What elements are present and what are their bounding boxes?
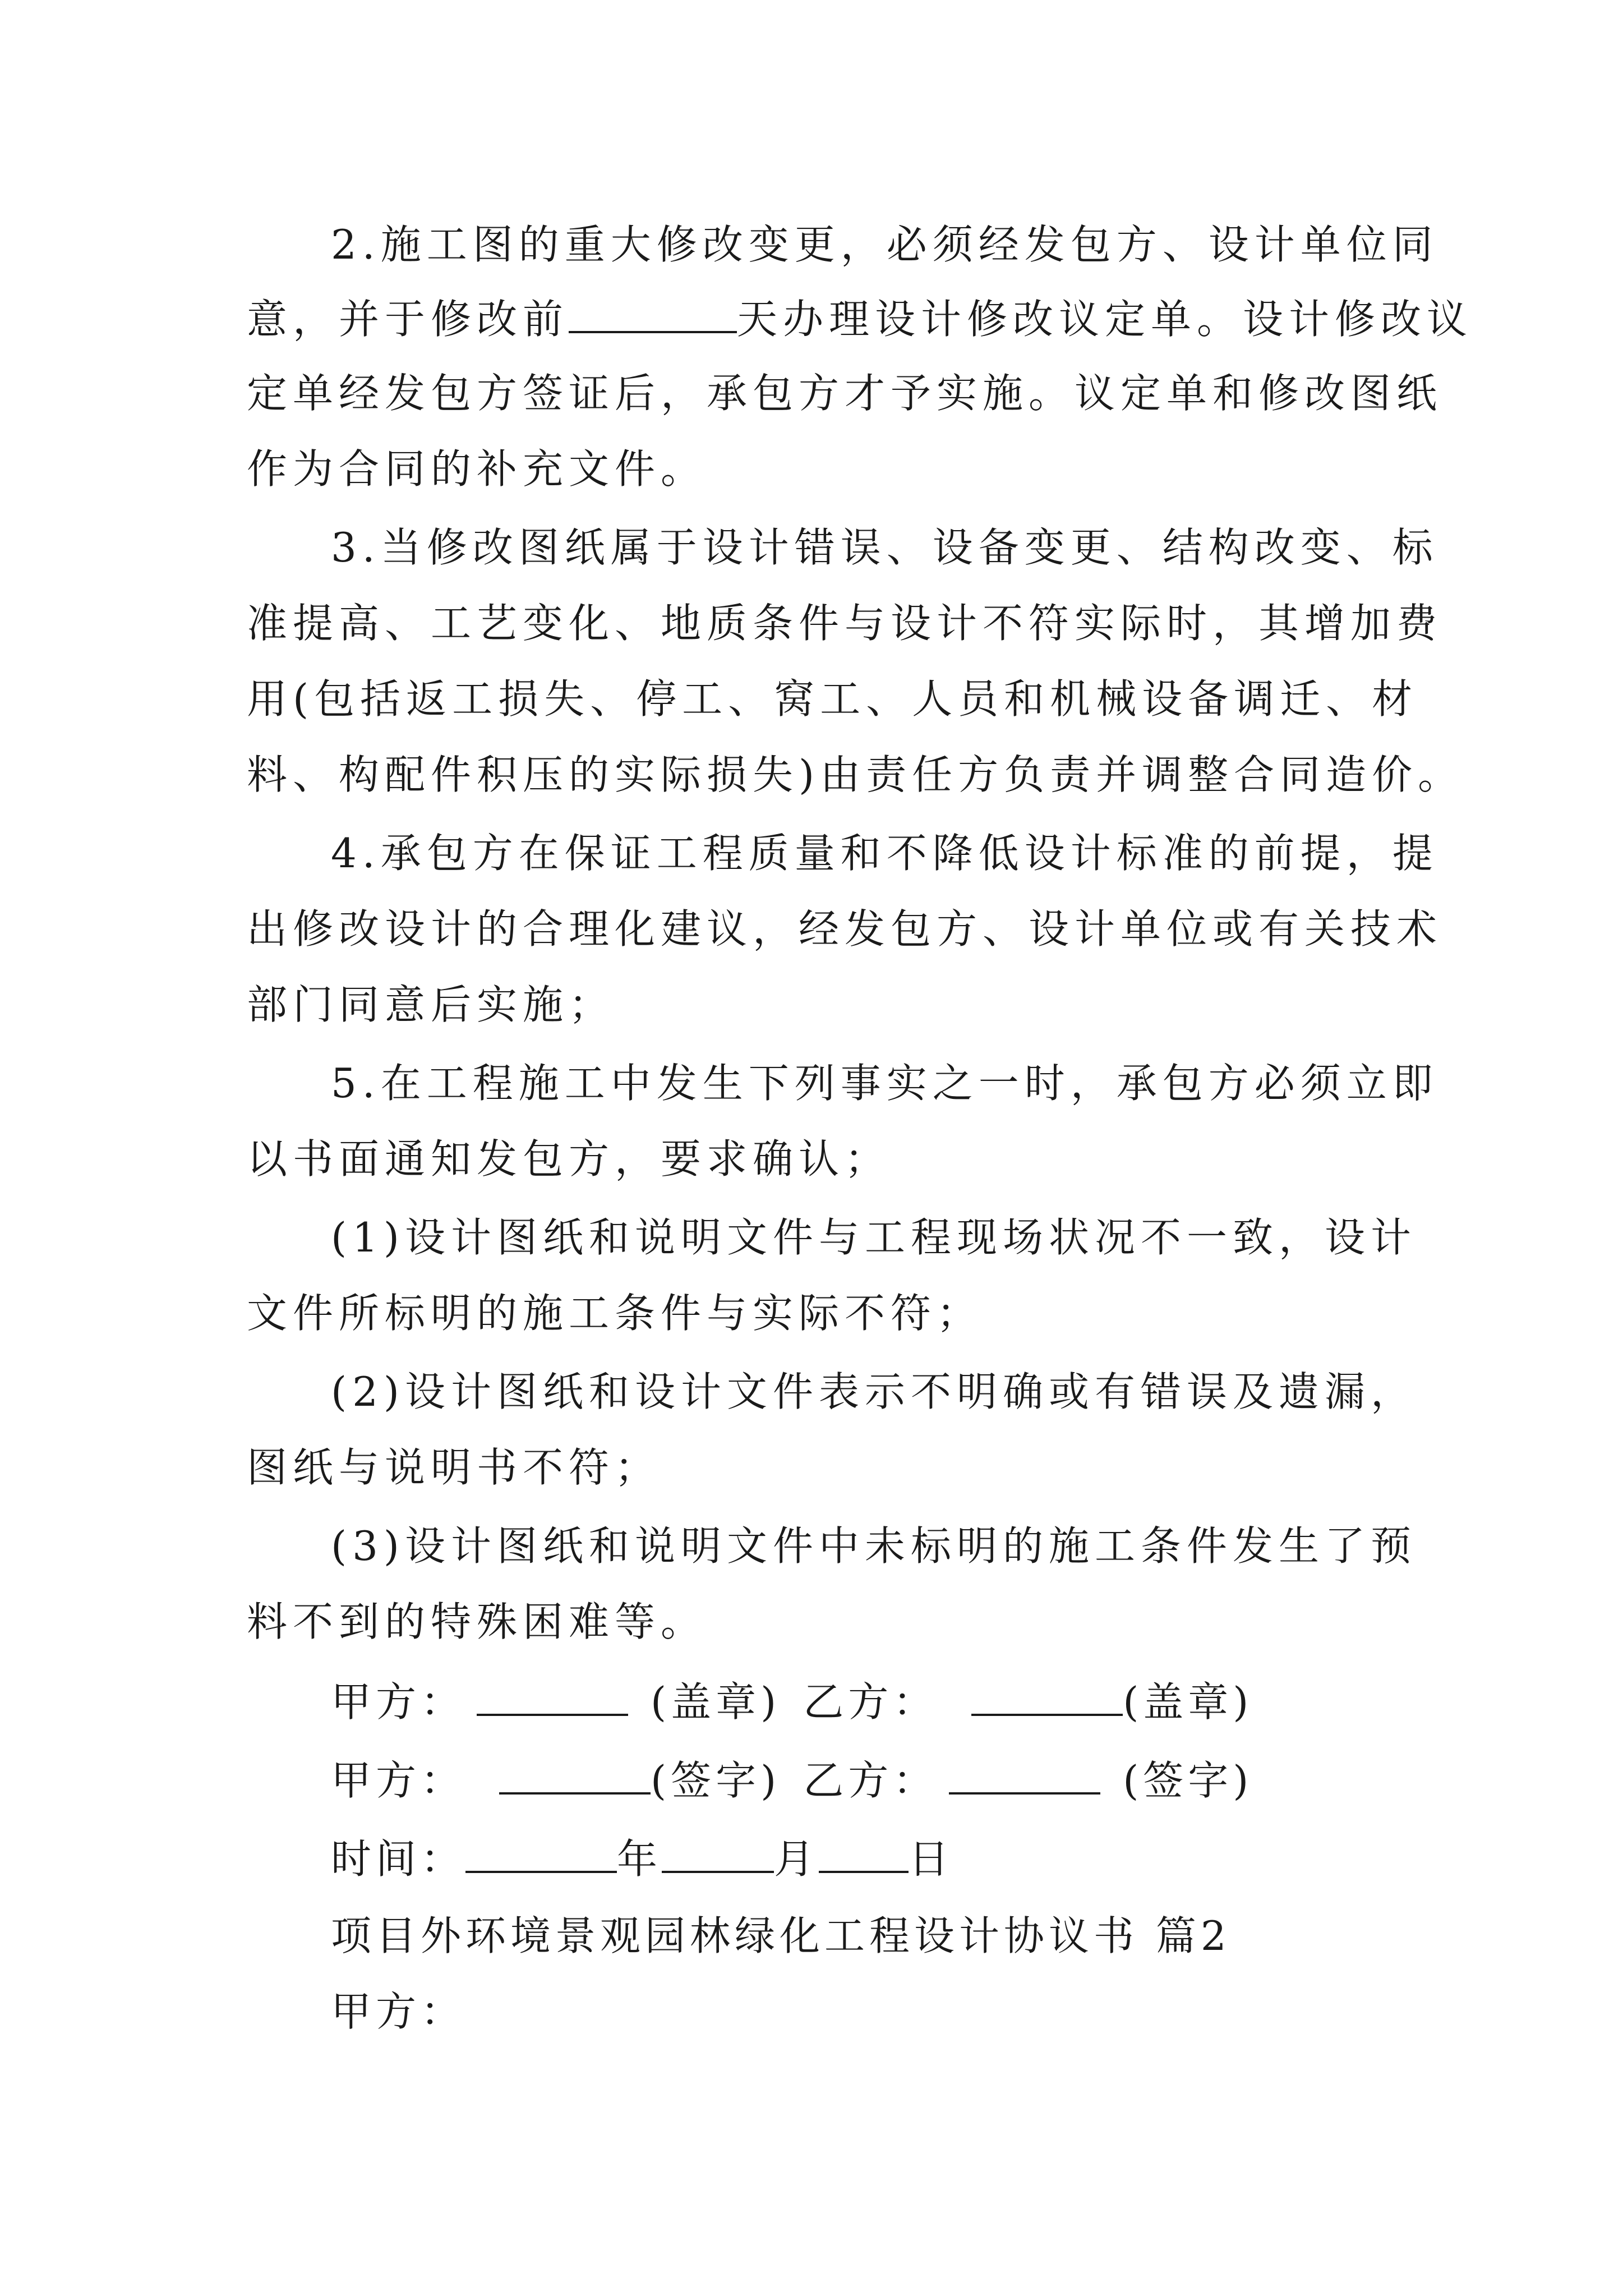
month-label: 月 bbox=[774, 1835, 819, 1883]
para5-line1: 5.在工程施工中发生下列事实之一时，承包方必须立即 bbox=[331, 1060, 1438, 1107]
para2-line4: 作为合同的补充文件。 bbox=[247, 445, 707, 493]
party-b-sign-blank bbox=[949, 1759, 1100, 1795]
signature-seal-row bbox=[331, 1678, 1253, 1726]
party-a-seal-blank bbox=[477, 1680, 628, 1716]
next-party-a-label: 甲方： bbox=[331, 1988, 466, 2035]
para2-line2 bbox=[247, 296, 1473, 343]
item3-line2: 料不到的特殊困难等。 bbox=[247, 1598, 707, 1645]
days-blank bbox=[569, 297, 737, 333]
item3-line1: (3)设计图纸和说明文件中未标明的施工条件发生了预 bbox=[331, 1522, 1417, 1570]
para3-line1: 3.当修改图纸属于设计错误、设备变更、结构改变、标 bbox=[331, 524, 1438, 571]
party-a-sign-blank bbox=[499, 1759, 651, 1795]
party-b-label-2: 乙方： bbox=[803, 1757, 938, 1804]
signature-sign-row bbox=[331, 1757, 1253, 1804]
para3-line4: 料、构配件积压的实际损失)由责任方负责并调整合同造价。 bbox=[247, 751, 1464, 798]
para3-line2: 准提高、工艺变化、地质条件与设计不符实际时，其增加费 bbox=[247, 600, 1443, 647]
party-b-sign-label: (签字) bbox=[1123, 1757, 1253, 1804]
para3-line3: 用(包括返工损失、停工、窝工、人员和机械设备调迁、材 bbox=[247, 675, 1418, 723]
party-a-label: 甲方： bbox=[331, 1678, 466, 1726]
item2-line2: 图纸与说明书不符； bbox=[247, 1444, 661, 1491]
item1-line1: (1)设计图纸和说明文件与工程现场状况不一致，设计 bbox=[331, 1214, 1417, 1261]
party-a-label-2: 甲方： bbox=[331, 1757, 466, 1804]
para4-line1: 4.承包方在保证工程质量和不降低设计标准的前提，提 bbox=[331, 830, 1438, 877]
para4-line3: 部门同意后实施； bbox=[247, 981, 615, 1028]
party-b-seal-label: (盖章) bbox=[1123, 1678, 1253, 1726]
party-a-seal-label: (盖章) bbox=[651, 1678, 781, 1726]
para5-line2: 以书面通知发包方，要求确认； bbox=[247, 1135, 891, 1182]
day-blank bbox=[819, 1837, 909, 1873]
month-blank bbox=[662, 1837, 774, 1873]
para2-line2-end: 天办理设计修改议定单。设计修改议 bbox=[737, 296, 1473, 343]
para2-line2-start: 意，并于修改前 bbox=[247, 296, 569, 343]
para4-line2: 出修改设计的合理化建议，经发包方、设计单位或有关技术 bbox=[247, 905, 1443, 953]
para2-line3: 定单经发包方签证后，承包方才予实施。议定单和修改图纸 bbox=[247, 370, 1443, 417]
party-a-sign-label: (签字) bbox=[651, 1757, 781, 1804]
party-b-label: 乙方： bbox=[803, 1678, 938, 1726]
item2-line1: (2)设计图纸和设计文件表示不明确或有错误及遗漏， bbox=[331, 1368, 1417, 1415]
section-title: 项目外环境景观园林绿化工程设计协议书 篇2 bbox=[331, 1912, 1231, 1959]
time-row bbox=[331, 1835, 954, 1883]
day-label: 日 bbox=[909, 1835, 954, 1883]
party-b-seal-blank bbox=[971, 1680, 1123, 1716]
time-label: 时间： bbox=[331, 1835, 466, 1883]
para2-line1: 2.施工图的重大修改变更，必须经发包方、设计单位同 bbox=[331, 221, 1438, 268]
year-label: 年 bbox=[617, 1835, 662, 1883]
item1-line2: 文件所标明的施工条件与实际不符； bbox=[247, 1290, 983, 1337]
year-blank bbox=[465, 1837, 617, 1873]
